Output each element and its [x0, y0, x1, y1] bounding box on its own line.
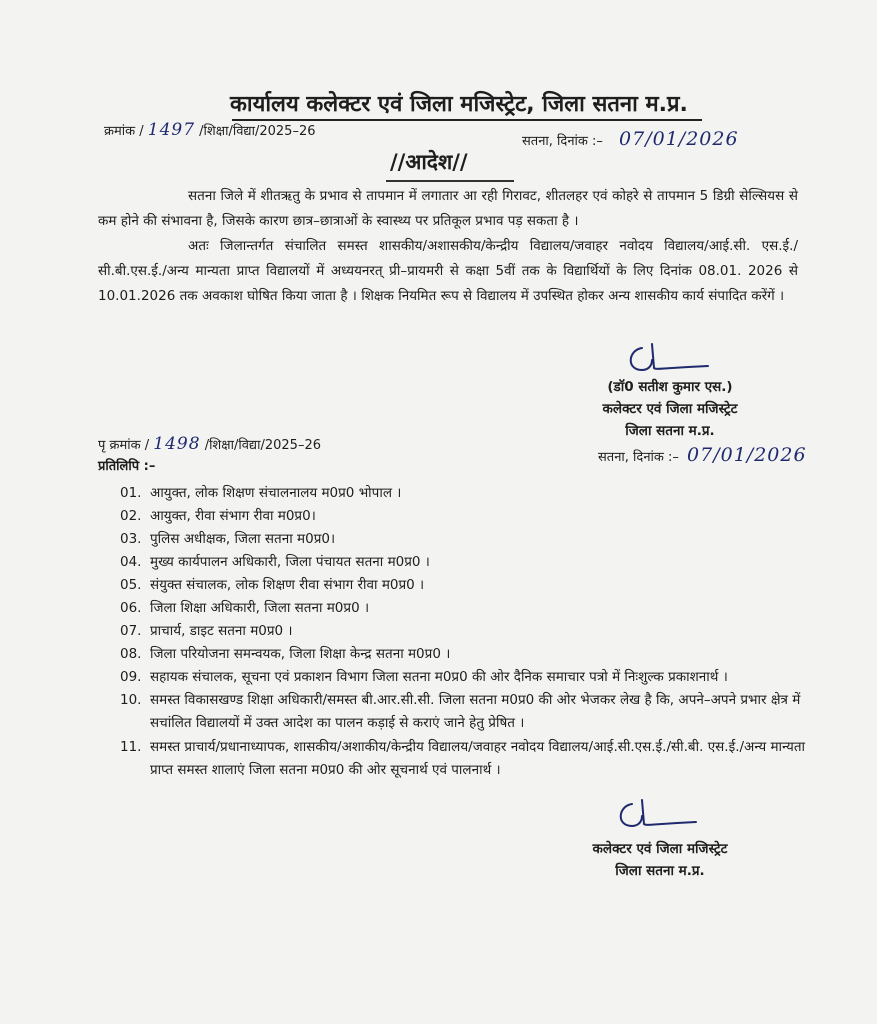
signature-block-2 [560, 838, 760, 882]
signature-mark-2 [612, 796, 702, 836]
signatory-designation: कलेक्टर एवं जिला मजिस्ट्रेट [602, 401, 738, 417]
signature-date-label: सतना, दिनांक :– [598, 450, 679, 465]
signatory-district: जिला सतना म.प्र. [625, 423, 715, 439]
list-item: 01. आयुक्त, लोक शिक्षण संचालनालय म0प्र0 भोपाल । [120, 485, 402, 501]
ref-number-handwritten: 1497 [147, 120, 196, 140]
ref-suffix: /शिक्षा/विद्या/2025–26 [199, 124, 316, 139]
signatory-name: (डॉ0 सतीश कुमार एस.) [607, 379, 733, 395]
list-item: 08. जिला परियोजना समन्वयक, जिला शिक्षा केन्द्र सतना म0प्र0 । [120, 646, 451, 662]
endorsement-ref-number-handwritten: 1498 [153, 434, 201, 454]
list-item: 07. प्राचार्य, डाइट सतना म0प्र0 । [120, 623, 293, 639]
ref-prefix: क्रमांक / [104, 124, 144, 139]
order-paragraph-2: अतः जिलान्तर्गत संचालित समस्त शासकीय/अशासकीय/केन्द्रीय विद्यालय/जवाहर नवोदय विद्यालय/आई.सी. एस.ई./सी.बी.एस.ई./अन्य मान्यता प्राप्त विद्यालयों में अध्ययनरत् प्री–प्रायमरी से कक्षा 5वीं तक के विद्यार्थियों के लिए दिनांक 08.01. 2026 से 10.01.2026 तक अवकाश घोषित किया जाता है । शिक्षक नियमित रूप से विद्यालय में उपस्थित होकर अन्य शासकीय कार्य संपादित करेंगें । [98, 238, 798, 304]
list-item: 02. आयुक्त, रीवा संभाग रीवा म0प्र0। [120, 508, 316, 524]
reference-line [104, 120, 316, 140]
order-heading-underline [386, 180, 514, 182]
list-item: 04. मुख्य कार्यपालन अधिकारी, जिला पंचायत सतना म0प्र0 । [120, 554, 430, 570]
list-item: 06. जिला शिक्षा अधिकारी, जिला सतना म0प्र0 । [120, 600, 370, 616]
signature-date-handwritten: 07/01/2026 [687, 444, 807, 466]
list-item: 05. संयुक्त संचालक, लोक शिक्षण रीवा संभाग रीवा म0प्र0 । [120, 577, 425, 593]
office-title: कार्यालय कलेक्टर एवं जिला मजिस्ट्रेट, जिला सतना म.प्र. [230, 92, 688, 117]
endorsement-ref-prefix: पृ क्रमांक / [98, 438, 150, 453]
place-date-label: सतना, दिनांक :– [522, 134, 603, 149]
signature-mark-1 [622, 340, 712, 380]
order-heading: //आदेश// [390, 150, 468, 174]
endorsement-ref-suffix: /शिक्षा/विद्या/2025–26 [204, 438, 322, 453]
order-paragraph-1: सतना जिले में शीतऋतु के प्रभाव से तापमान में लगातार आ रही गिरावट, शीतलहर एवं कोहरे से तापमान 5 डिग्री सेल्सियस से कम होने की संभावना है, जिसके कारण छात्र–छात्राओं के स्वास्थ्य पर प्रतिकूल प्रभाव पड़ सकता है । [98, 188, 798, 229]
place-date [522, 128, 739, 150]
copy-to-label: प्रतिलिपि :– [98, 459, 156, 474]
date-handwritten: 07/01/2026 [619, 128, 739, 150]
endorsement-reference [98, 434, 321, 454]
signature-place-date [598, 444, 807, 466]
signature-block-1 [560, 376, 780, 442]
list-item: 09. सहायक संचालक, सूचना एवं प्रकाशन विभाग जिला सतना म0प्र0 की ओर दैनिक समाचार पत्रो में निःशुल्क प्रकाशनार्थ । [120, 669, 728, 685]
signatory-district-2: जिला सतना म.प्र. [615, 863, 705, 879]
list-item: 03. पुलिस अधीक्षक, जिला सतना म0प्र0। [120, 531, 336, 547]
list-item: 10. समस्त विकासखण्ड शिक्षा अधिकारी/समस्त बी.आर.सी.सी. जिला सतना म0प्र0 की ओर भेजकर लेख है कि, अपने–अपने प्रभार क्षेत्र में सचांलित विद्यालयों में उक्त आदेश का पालन कड़ाई से कराएं जाने हेतु प्रेषित । [120, 692, 801, 731]
signatory-designation-2: कलेक्टर एवं जिला मजिस्ट्रेट [592, 841, 728, 857]
list-item: 11. समस्त प्राचार्य/प्रधानाध्यापक, शासकीय/अशाकीय/केन्द्रीय विद्यालय/जवाहर नवोदय विद्यालय/आई.सी.एस.ई./सी.बी. एस.ई./अन्य मान्यता प्राप्त समस्त शालाएं जिला सतना म0प्र0 की ओर सूचनार्थ एवं पालनार्थ । [120, 739, 806, 778]
